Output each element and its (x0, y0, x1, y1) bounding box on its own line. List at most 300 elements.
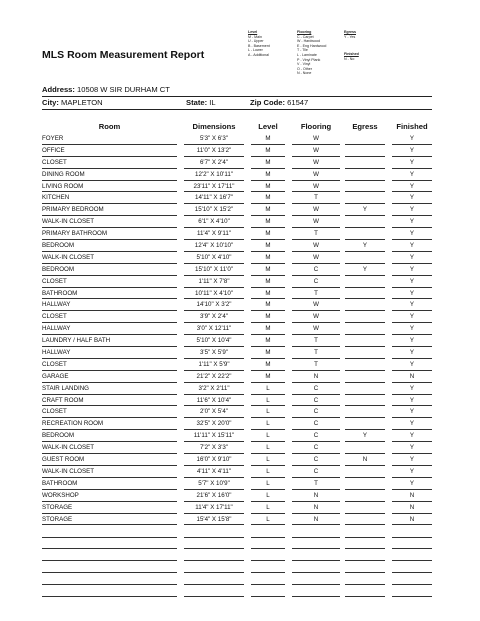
room-cell: WORKSHOP (42, 490, 177, 502)
blank-finished-cell (392, 549, 432, 561)
egress-cell (345, 383, 385, 395)
flooring-cell: C (292, 466, 340, 478)
room-cell: STORAGE (42, 502, 177, 514)
room-cell: STORAGE (42, 514, 177, 526)
table-row (0, 383, 480, 395)
egress-cell (345, 418, 385, 430)
header-flooring: Flooring (300, 122, 332, 131)
city-label: City: (42, 98, 59, 107)
finished-cell: Y (392, 454, 432, 466)
dimensions-cell: 15'10" X 11'0" (184, 264, 244, 276)
table-row (0, 371, 480, 383)
legend-item: L - Lower (248, 48, 263, 53)
room-cell: GUEST ROOM (42, 454, 177, 466)
table-row (0, 264, 480, 276)
finished-cell: Y (392, 359, 432, 371)
room-cell: FOYER (42, 133, 177, 145)
blank-flooring-cell (292, 561, 340, 573)
flooring-cell: W (292, 299, 340, 311)
finished-cell: Y (392, 478, 432, 490)
blank-egress-cell (345, 549, 385, 561)
level-cell: L (251, 514, 285, 526)
dimensions-cell: 15'10" X 15'2" (184, 204, 244, 216)
finished-cell: Y (392, 204, 432, 216)
dimensions-cell: 14'10" X 3'2" (184, 299, 244, 311)
egress-cell (345, 216, 385, 228)
flooring-cell: N (292, 490, 340, 502)
flooring-cell: N (292, 514, 340, 526)
address-value: 10508 W SIR DURHAM CT (77, 85, 170, 94)
level-cell: L (251, 478, 285, 490)
table-row (0, 454, 480, 466)
egress-cell (345, 228, 385, 240)
room-cell: CLOSET (42, 276, 177, 288)
finished-cell: Y (392, 430, 432, 442)
egress-cell (345, 335, 385, 347)
egress-cell (345, 442, 385, 454)
finished-cell: Y (392, 347, 432, 359)
table-row (0, 276, 480, 288)
level-cell: M (251, 311, 285, 323)
room-cell: DINING ROOM (42, 169, 177, 181)
flooring-cell: T (292, 478, 340, 490)
dimensions-cell: 4'11" X 4'11" (184, 466, 244, 478)
flooring-cell: W (292, 169, 340, 181)
legend-item: U - Upper (248, 39, 264, 44)
finished-cell: Y (392, 228, 432, 240)
flooring-cell: C (292, 454, 340, 466)
finished-cell: Y (392, 466, 432, 478)
legend-egress-heading: Egress (344, 30, 356, 34)
finished-cell: Y (392, 264, 432, 276)
level-cell: M (251, 288, 285, 300)
table-row (0, 181, 480, 193)
flooring-cell: T (292, 228, 340, 240)
table-row (0, 502, 480, 514)
level-cell: M (251, 204, 285, 216)
table-row (0, 133, 480, 145)
blank-row (0, 561, 480, 573)
zip-field (250, 98, 308, 107)
flooring-cell: C (292, 276, 340, 288)
flooring-cell: C (292, 430, 340, 442)
level-cell: M (251, 228, 285, 240)
level-cell: M (251, 252, 285, 264)
table-row (0, 514, 480, 526)
egress-cell (345, 133, 385, 145)
flooring-cell: T (292, 192, 340, 204)
legend-item: P - Vinyl Plank (297, 57, 321, 62)
table-row (0, 311, 480, 323)
blank-row (0, 549, 480, 561)
legend-item: B - Basement (248, 43, 270, 48)
finished-cell: Y (392, 442, 432, 454)
level-cell: L (251, 430, 285, 442)
blank-room-cell (42, 549, 177, 561)
city-value: MAPLETON (61, 98, 103, 107)
level-cell: M (251, 181, 285, 193)
finished-cell: Y (392, 288, 432, 300)
legend-item: T - Tile (297, 48, 308, 53)
table-row (0, 395, 480, 407)
egress-cell: Y (345, 240, 385, 252)
header-dimensions: Dimensions (192, 122, 236, 131)
finished-cell: Y (392, 169, 432, 181)
dimensions-cell: 6'1" X 4'10" (184, 216, 244, 228)
finished-cell: N (392, 514, 432, 526)
egress-cell: Y (345, 204, 385, 216)
blank-flooring-cell (292, 573, 340, 585)
zip-value: 61547 (287, 98, 309, 107)
legend-item: A - Additional (248, 52, 269, 57)
level-cell: L (251, 418, 285, 430)
blank-level-cell (251, 537, 285, 549)
legend-finished-items (344, 57, 359, 62)
egress-cell (345, 145, 385, 157)
divider (42, 96, 432, 97)
dimensions-cell: 5'10" X 10'4" (184, 335, 244, 347)
legend-item: N - No (344, 56, 355, 61)
room-cell: PRIMARY BEDROOM (42, 204, 177, 216)
egress-cell (345, 311, 385, 323)
dimensions-cell: 7'2" X 3'3" (184, 442, 244, 454)
level-cell: M (251, 299, 285, 311)
dimensions-cell: 21'2" X 22'2" (184, 371, 244, 383)
room-cell: HALLWAY (42, 323, 177, 335)
header-level: Level (258, 122, 278, 131)
flooring-cell: C (292, 264, 340, 276)
flooring-cell: W (292, 216, 340, 228)
room-table (0, 133, 480, 597)
room-cell: PRIMARY BATHROOM (42, 228, 177, 240)
flooring-cell: T (292, 288, 340, 300)
blank-finished-cell (392, 525, 432, 537)
city-field (42, 98, 103, 107)
table-header (0, 122, 480, 133)
room-cell: WALK-IN CLOSET (42, 216, 177, 228)
flooring-cell: N (292, 371, 340, 383)
dimensions-cell: 2'0" X 5'4" (184, 406, 244, 418)
table-row (0, 418, 480, 430)
flooring-cell: N (292, 502, 340, 514)
egress-cell (345, 157, 385, 169)
level-cell: L (251, 383, 285, 395)
state-value: IL (209, 98, 216, 107)
flooring-cell: T (292, 347, 340, 359)
finished-cell: Y (392, 418, 432, 430)
level-cell: L (251, 442, 285, 454)
level-cell: L (251, 454, 285, 466)
egress-cell: N (345, 454, 385, 466)
level-cell: M (251, 371, 285, 383)
dimensions-cell: 6'7" X 2'4" (184, 157, 244, 169)
blank-room-cell (42, 525, 177, 537)
address-label: Address: (42, 85, 75, 94)
dimensions-cell: 10'11" X 4'10" (184, 288, 244, 300)
blank-room-cell (42, 537, 177, 549)
flooring-cell: T (292, 335, 340, 347)
report-title: MLS Room Measurement Report (42, 49, 205, 61)
finished-cell: Y (392, 181, 432, 193)
blank-row (0, 537, 480, 549)
egress-cell (345, 514, 385, 526)
dimensions-cell: 11'4" X 9'11" (184, 228, 244, 240)
header-finished: Finished (396, 122, 428, 131)
finished-cell: Y (392, 335, 432, 347)
legend-item: N - None (297, 71, 312, 76)
table-row (0, 323, 480, 335)
level-cell: L (251, 502, 285, 514)
room-cell: BATHROOM (42, 478, 177, 490)
legend-egress-items (344, 35, 356, 40)
legend-level (248, 30, 270, 58)
finished-cell: Y (392, 240, 432, 252)
blank-finished-cell (392, 561, 432, 573)
address-row (42, 85, 432, 94)
legend-item: C - Carpet (297, 34, 314, 39)
table-row (0, 252, 480, 264)
dimensions-cell: 11'11" X 15'11" (184, 430, 244, 442)
finished-cell: Y (392, 216, 432, 228)
city-state-zip-row (42, 98, 432, 110)
blank-row (0, 585, 480, 597)
dimensions-cell: 11'6" X 10'4" (184, 395, 244, 407)
finished-cell: Y (392, 157, 432, 169)
table-row (0, 406, 480, 418)
egress-cell (345, 490, 385, 502)
dimensions-cell: 3'5" X 5'9" (184, 347, 244, 359)
blank-egress-cell (345, 573, 385, 585)
dimensions-cell: 5'10" X 4'10" (184, 252, 244, 264)
level-cell: M (251, 145, 285, 157)
finished-cell: Y (392, 276, 432, 288)
flooring-cell: W (292, 157, 340, 169)
room-cell: CLOSET (42, 311, 177, 323)
dimensions-cell: 21'6" X 16'0" (184, 490, 244, 502)
blank-egress-cell (345, 525, 385, 537)
egress-cell (345, 466, 385, 478)
level-cell: M (251, 216, 285, 228)
egress-cell (345, 359, 385, 371)
legend-item: M - Main (248, 34, 262, 39)
blank-level-cell (251, 561, 285, 573)
dimensions-cell: 3'2" X 2'11" (184, 383, 244, 395)
egress-cell (345, 406, 385, 418)
room-cell: OFFICE (42, 145, 177, 157)
blank-dimensions-cell (184, 549, 244, 561)
table-row (0, 288, 480, 300)
room-cell: GARAGE (42, 371, 177, 383)
blank-flooring-cell (292, 537, 340, 549)
blank-finished-cell (392, 573, 432, 585)
table-row (0, 466, 480, 478)
legend-item: Y - Yes (344, 34, 356, 39)
egress-cell (345, 192, 385, 204)
finished-cell: Y (392, 252, 432, 264)
room-cell: CRAFT ROOM (42, 395, 177, 407)
legend-flooring-items (297, 35, 326, 76)
room-cell: HALLWAY (42, 299, 177, 311)
room-cell: CLOSET (42, 157, 177, 169)
flooring-cell: W (292, 133, 340, 145)
dimensions-cell: 23'11" X 17'11" (184, 181, 244, 193)
state-field (186, 98, 216, 107)
blank-level-cell (251, 573, 285, 585)
dimensions-cell: 11'0" X 13'2" (184, 145, 244, 157)
blank-dimensions-cell (184, 525, 244, 537)
finished-cell: N (392, 502, 432, 514)
level-cell: M (251, 133, 285, 145)
finished-cell: Y (392, 406, 432, 418)
header-egress: Egress (352, 122, 378, 131)
table-row (0, 216, 480, 228)
table-row (0, 157, 480, 169)
blank-flooring-cell (292, 525, 340, 537)
table-row (0, 240, 480, 252)
room-cell: KITCHEN (42, 192, 177, 204)
blank-level-cell (251, 549, 285, 561)
table-row (0, 335, 480, 347)
blank-egress-cell (345, 537, 385, 549)
zip-label: Zip Code: (250, 98, 286, 107)
flooring-cell: C (292, 395, 340, 407)
blank-egress-cell (345, 561, 385, 573)
finished-cell: N (392, 371, 432, 383)
blank-dimensions-cell (184, 561, 244, 573)
flooring-cell: C (292, 442, 340, 454)
legend-flooring-heading: Flooring (297, 30, 312, 34)
table-row (0, 430, 480, 442)
room-cell: BATHROOM (42, 288, 177, 300)
room-cell: LIVING ROOM (42, 181, 177, 193)
egress-cell (345, 276, 385, 288)
egress-cell (345, 371, 385, 383)
egress-cell: Y (345, 430, 385, 442)
flooring-cell: W (292, 252, 340, 264)
level-cell: M (251, 335, 285, 347)
room-cell: BEDROOM (42, 264, 177, 276)
legend-item: E - Eng Hardwood (297, 43, 327, 48)
room-cell: STAIR LANDING (42, 383, 177, 395)
egress-cell (345, 478, 385, 490)
table-row (0, 192, 480, 204)
table-row (0, 490, 480, 502)
dimensions-cell: 5'3" X 6'3" (184, 133, 244, 145)
room-cell: CLOSET (42, 359, 177, 371)
level-cell: M (251, 240, 285, 252)
finished-cell: Y (392, 192, 432, 204)
dimensions-cell: 12'4" X 10'10" (184, 240, 244, 252)
flooring-cell: W (292, 181, 340, 193)
flooring-cell: T (292, 359, 340, 371)
table-row (0, 478, 480, 490)
blank-flooring-cell (292, 549, 340, 561)
dimensions-cell: 5'7" X 10'9" (184, 478, 244, 490)
blank-row (0, 573, 480, 585)
legend-finished (344, 52, 359, 61)
finished-cell: Y (392, 145, 432, 157)
level-cell: M (251, 169, 285, 181)
dimensions-cell: 12'2" X 10'11" (184, 169, 244, 181)
legend-item: L - Laminate (297, 52, 317, 57)
level-cell: L (251, 466, 285, 478)
finished-cell: Y (392, 299, 432, 311)
egress-cell (345, 288, 385, 300)
room-cell: LAUNDRY / HALF BATH (42, 335, 177, 347)
dimensions-cell: 15'4" X 15'8" (184, 514, 244, 526)
level-cell: M (251, 276, 285, 288)
level-cell: M (251, 323, 285, 335)
blank-flooring-cell (292, 585, 340, 597)
dimensions-cell: 11'4" X 17'11" (184, 502, 244, 514)
legend-finished-heading: Finished (344, 52, 359, 56)
table-row (0, 442, 480, 454)
room-cell: WALK-IN CLOSET (42, 252, 177, 264)
finished-cell: Y (392, 311, 432, 323)
flooring-cell: W (292, 145, 340, 157)
blank-finished-cell (392, 585, 432, 597)
dimensions-cell: 14'11" X 16'7" (184, 192, 244, 204)
egress-cell (345, 299, 385, 311)
table-row (0, 359, 480, 371)
blank-dimensions-cell (184, 585, 244, 597)
finished-cell: Y (392, 323, 432, 335)
dimensions-cell: 32'5" X 20'0" (184, 418, 244, 430)
egress-cell (345, 323, 385, 335)
room-cell: BEDROOM (42, 430, 177, 442)
blank-level-cell (251, 525, 285, 537)
egress-cell (345, 169, 385, 181)
level-cell: L (251, 395, 285, 407)
room-cell: WALK-IN CLOSET (42, 442, 177, 454)
blank-level-cell (251, 585, 285, 597)
level-cell: M (251, 192, 285, 204)
legend-flooring (297, 30, 326, 76)
flooring-cell: C (292, 383, 340, 395)
divider (42, 109, 432, 110)
state-label: State: (186, 98, 208, 107)
room-cell: RECREATION ROOM (42, 418, 177, 430)
level-cell: M (251, 347, 285, 359)
blank-room-cell (42, 573, 177, 585)
dimensions-cell: 1'11" X 7'8" (184, 276, 244, 288)
table-row (0, 299, 480, 311)
table-row (0, 228, 480, 240)
level-cell: M (251, 264, 285, 276)
legend-egress (344, 30, 356, 39)
egress-cell (345, 252, 385, 264)
blank-room-cell (42, 585, 177, 597)
egress-cell (345, 181, 385, 193)
level-cell: M (251, 157, 285, 169)
egress-cell (345, 502, 385, 514)
finished-cell: N (392, 490, 432, 502)
blank-finished-cell (392, 537, 432, 549)
dimensions-cell: 3'9" X 2'4" (184, 311, 244, 323)
blank-room-cell (42, 561, 177, 573)
flooring-cell: W (292, 323, 340, 335)
flooring-cell: W (292, 204, 340, 216)
dimensions-cell: 16'0" X 9'10" (184, 454, 244, 466)
finished-cell: Y (392, 133, 432, 145)
room-cell: BEDROOM (42, 240, 177, 252)
legend-level-items (248, 35, 270, 58)
blank-dimensions-cell (184, 573, 244, 585)
blank-egress-cell (345, 585, 385, 597)
finished-cell: Y (392, 383, 432, 395)
table-row (0, 169, 480, 181)
room-cell: CLOSET (42, 406, 177, 418)
